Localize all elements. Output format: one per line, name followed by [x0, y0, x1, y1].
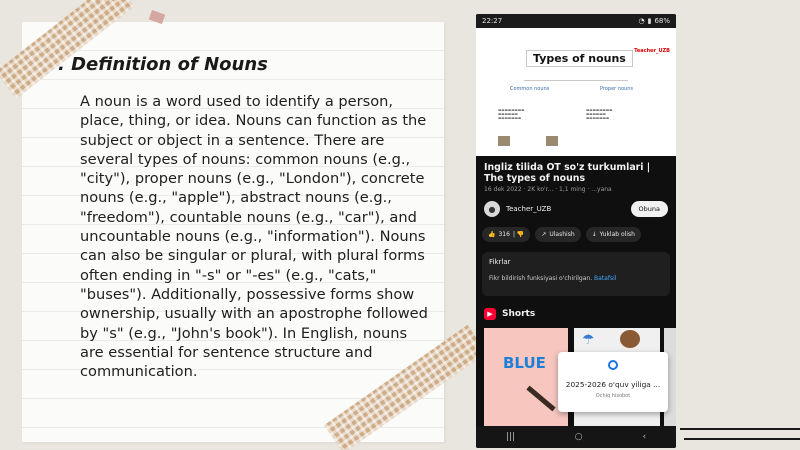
thumbnail-title: Types of nouns [526, 50, 633, 67]
video-meta[interactable]: 16 dek 2022 · 2K ko'r... · 1,1 ming · ...yana [484, 186, 612, 193]
wifi-icon: ◔ [638, 17, 645, 25]
deco-line-1 [680, 428, 800, 430]
video-title[interactable]: Ingliz tilida OT so'z turkumlari | The types of nouns [484, 162, 651, 184]
download-label: Yuklab olish [599, 231, 635, 238]
recent-apps-icon[interactable]: ||| [505, 432, 515, 442]
bear-icon [620, 330, 640, 348]
thumbnail-left-notes: ▬▬▬▬▬▬▬▬ ▬▬▬▬▬▬ ▬▬▬▬▬▬▬ [498, 108, 525, 120]
like-button[interactable] [482, 227, 530, 242]
popup-app-icon [608, 360, 618, 370]
signal-icon: ▮ [647, 17, 652, 25]
comments-more-link[interactable]: Batafsil [594, 275, 617, 282]
thumbnail-image-left [498, 136, 510, 146]
note-title: . Definition of Nouns [58, 54, 268, 75]
like-count: 316 [498, 231, 510, 238]
comments-title: Fikrlar [489, 258, 511, 266]
channel-name[interactable]: Teacher_UZB [506, 205, 552, 213]
download-icon: ↓ [591, 231, 597, 238]
popup-text: 2025-2026 o'quv yiliga ... [565, 380, 661, 389]
status-time: 22:27 [482, 17, 503, 25]
thumbnail-branch-line [524, 80, 628, 81]
comments-disabled-text [489, 275, 663, 282]
thumbnail-brand: Teacher_UZB [634, 48, 670, 54]
home-icon[interactable]: ○ [574, 432, 583, 442]
thumbs-down-icon: | 👎 [512, 231, 525, 238]
action-bar [476, 217, 676, 242]
short-card-1[interactable] [484, 328, 568, 428]
thumbs-up-icon: 👍 [488, 231, 496, 238]
channel-avatar[interactable]: ● [484, 201, 500, 217]
notification-popup[interactable] [558, 352, 668, 412]
phone-screenshot [476, 14, 676, 448]
subscribe-button[interactable]: Obuna [631, 201, 668, 217]
shorts-icon: ▶ [484, 308, 496, 320]
download-button[interactable] [586, 227, 641, 242]
back-icon[interactable]: ‹ [642, 432, 647, 442]
comments-panel[interactable] [482, 252, 670, 296]
channel-row [476, 193, 676, 217]
comments-disabled-message: Fikr bildirish funksiyasi o'chirilgan. [489, 275, 593, 282]
thumbnail-image-mid [546, 136, 558, 146]
popup-subtext: Ochiq hisobot [595, 393, 631, 399]
thumbnail-right-heading: Proper nouns [600, 86, 633, 92]
thumbnail-left-heading: Common nouns [510, 86, 550, 92]
note-body-text: A noun is a word used to identify a person, place, thing, or idea. Nouns can function as the subject or object in a sentence. There are several types of nouns: common nouns (e.g., "city"), proper nouns (e.g., "London"), concrete nouns (e.g., "apple"), abstract nouns (e.g., "freedom"), countable nouns (e.g., "car"), and uncountable nouns (e.g., "information"). Nouns can also be singular or plural, with plural forms often ending in "-s" or "-es" (e.g., "cats," "buses"). Additionally, possessive forms show ownership, usually with an apostrophe followed by "s" (e.g., "John's book"). In English, nouns are essential for sentence structure and communication. [80, 93, 428, 381]
shorts-header [476, 296, 676, 320]
video-thumbnail[interactable] [476, 28, 676, 156]
share-button[interactable] [535, 227, 580, 242]
deco-line-2 [684, 438, 800, 440]
share-label: Ulashish [549, 231, 575, 238]
pen-illustration [526, 386, 555, 412]
battery-level: 68% [654, 17, 670, 25]
umbrella-icon: ☂ [582, 332, 595, 348]
share-icon: ↗ [541, 231, 547, 238]
short-card-1-text: BLUE [503, 354, 546, 372]
shorts-title: Shorts [502, 309, 536, 319]
android-nav-bar [476, 426, 676, 448]
status-bar [476, 14, 676, 28]
thumbnail-right-notes: ▬▬▬▬▬▬▬▬ ▬▬▬▬▬▬ ▬▬▬▬▬▬▬ [586, 108, 613, 120]
